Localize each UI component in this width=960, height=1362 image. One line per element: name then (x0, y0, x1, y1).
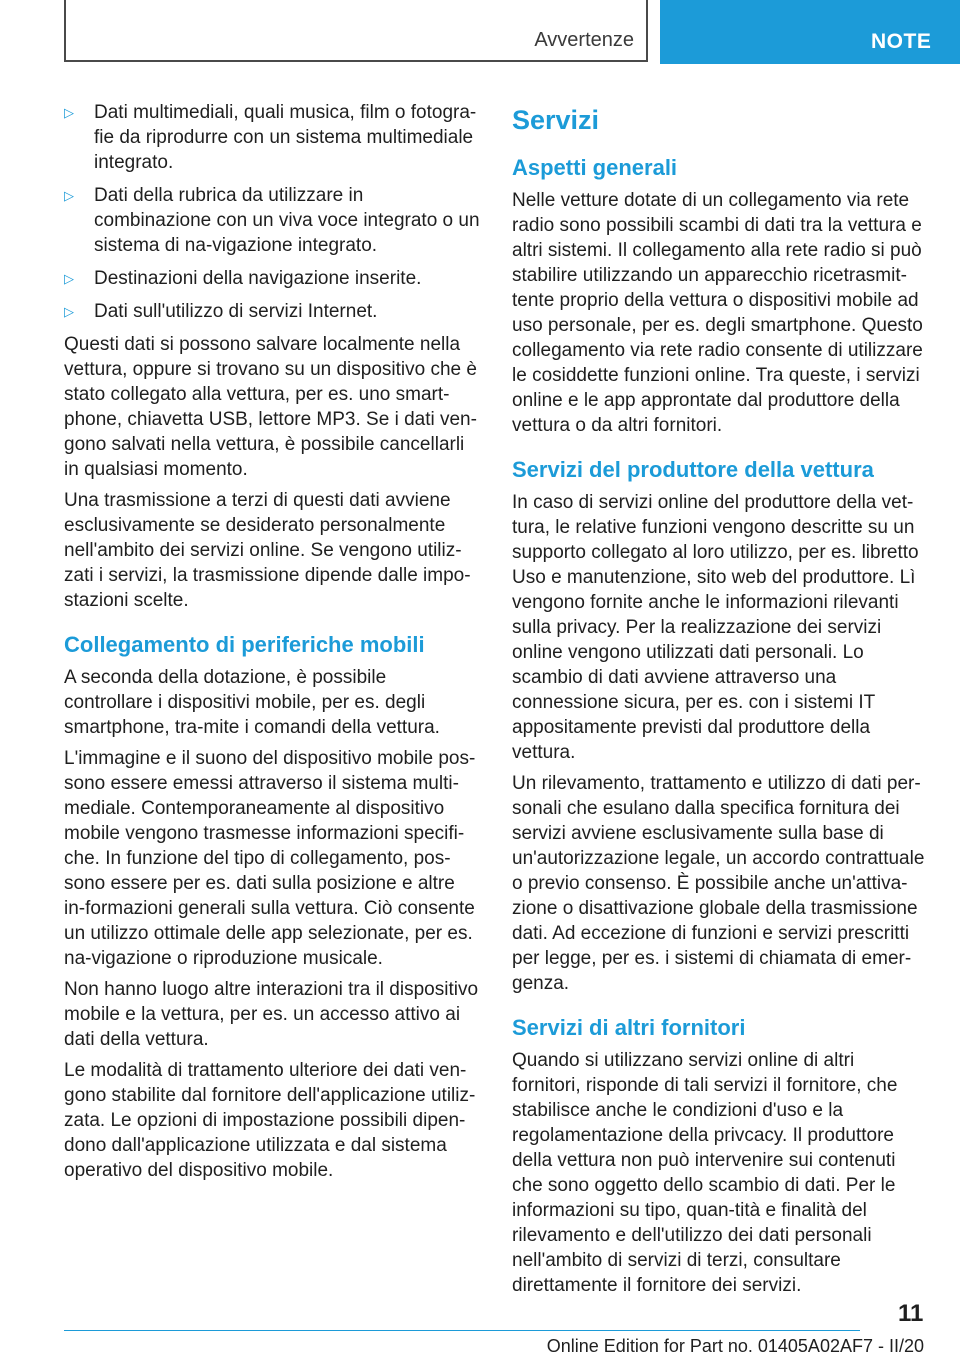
heading-servizi-produttore: Servizi del produttore della vettura (512, 457, 874, 482)
paragraph: In caso di servizi online del produttore della vet-tura, le relative funzioni vengono descritte su un supporto collegato al loro utilizzo, per es. libretto Uso e manutenzione, sito web del produttore. Lì vengono fornite anche le informazioni rilevanti sulla privacy. Per la realizzazione dei servizi online vengono utilizzati dati personali. Lo scambio di dati avviene attraverso una connessione sicura, per es. con i sistemi IT appositamente previsti dal produttore della vettura. (512, 492, 919, 763)
header-frame (64, 0, 648, 62)
left-column (64, 100, 480, 1189)
triangle-bullet-icon: ▷ (64, 271, 74, 286)
heading-servizi-altri-fornitori: Servizi di altri fornitori (512, 1015, 746, 1040)
list-item: ▷ Dati multimediali, quali musica, film o fotogra-fie da riprodurre con un sistema multimediale integrato. (64, 102, 477, 173)
triangle-bullet-icon: ▷ (64, 105, 74, 120)
paragraph: Questi dati si possono salvare localmente nella vettura, oppure si trovano su un dispositivo che è stato collegato alla vettura, per es. uno smart-phone, chiavetta USB, lettore MP3. Se i dati ven-gono salvati nella vettura, è possibile cancellarli in qualsiasi momento. (64, 334, 477, 480)
right-column (512, 100, 928, 1304)
paragraph: Nelle vetture dotate di un collegamento via rete radio sono possibili scambi di dati tra la vettura e altri sistemi. Il collegamento alla rete radio si può stabilire utilizzando un apparecchio ricetrasmit-tente proprio della vettura o dispositivi mobile ad uso personale, per es. degli smartphone. Questo collegamento via rete radio consente di utilizzare le cosiddette funzioni online. Tra queste, i servizi online e le app approntate dal produttore della vettura o da altri fornitori. (512, 190, 923, 436)
heading-aspetti-generali: Aspetti generali (512, 155, 678, 180)
heading-servizi: Servizi (512, 105, 600, 135)
triangle-bullet-icon: ▷ (64, 188, 74, 203)
paragraph: Quando si utilizzano servizi online di altri fornitori, risponde di tali servizi il fornitore, che stabilisce anche le condizioni d'uso e la regolamentazione della privcacy. Il produttore della vettura non può intervenire sui contenuti che sono oggetto dello scambio di dati. Per le informazioni su tipo, quan-tità e finalità del rilevamento e dell'utilizzo dei dati personali nell'ambito di servizi di terzi, consultare direttamente il fornitore dei servizi. (512, 1050, 898, 1296)
section-title: Avvertenze (534, 29, 634, 51)
heading-collegamento: Collegamento di periferiche mobili (64, 632, 425, 657)
paragraph: Le modalità di trattamento ulteriore dei dati ven-gono stabilite dal fornitore dell'applicazione utiliz-zata. Le opzioni di impostazione possibili dipen-dono dall'applicazione utilizzata e dal sistema operativo del dispositivo mobile. (64, 1060, 476, 1181)
page-number: 11 (898, 1300, 924, 1327)
paragraph: Una trasmissione a terzi di questi dati avviene esclusivamente se desiderato personalmente nell'ambito dei servizi online. Se vengono utiliz-zati i servizi, la trasmissione dipende dalle impo-stazioni scelte. (64, 490, 471, 611)
triangle-bullet-icon: ▷ (64, 304, 74, 319)
list-item: ▷ Dati della rubrica da utilizzare in combinazione con un viva voce integrato o un sistema di na-vigazione integrato. (64, 185, 480, 256)
paragraph: L'immagine e il suono del dispositivo mobile pos-sono essere emessi attraverso il sistema multi-mediale. Contemporaneamente al dispositivo mobile vengono trasmesse informazioni specifi-che. In funzione del tipo di collegamento, pos-sono essere per es. dati sulla posizione e altre in-formazioni generali sulla vettura. Ciò consente un utilizzo ottimale delle app selezionate, per es. na-vigazione o riproduzione musicale. (64, 748, 476, 969)
list-item: ▷ Dati sull'utilizzo di servizi Internet. (64, 301, 378, 322)
paragraph: Non hanno luogo altre interazioni tra il dispositivo mobile e la vettura, per es. un accesso attivo ai dati della vettura. (64, 979, 479, 1050)
edition-note: Online Edition for Part no. 01405A02AF7 - II/20 (546, 1336, 924, 1356)
list-item: ▷ Destinazioni della navigazione inserite. (64, 268, 422, 289)
paragraph: Un rilevamento, trattamento e utilizzo di dati per-sonali che esulano dalla specifica fornitura dei servizi avviene esclusivamente sulla base di un'autorizzazione legale, un accordo contrattuale o previo consenso. È possibile anche un'attiva-zione o disattivazione globale della trasmissione dati. Ad eccezione di funzioni e servizi prescritti per legge, per es. i sistemi di chiamata di emer-genza. (512, 773, 925, 994)
paragraph: A seconda della dotazione, è possibile controllare i dispositivi mobile, per es. degli smartphone, tra-mite i comandi della vettura. (64, 667, 440, 738)
chapter-tab-label: NOTE (871, 30, 932, 53)
chapter-tab (660, 0, 960, 64)
footer-divider (64, 1330, 860, 1331)
